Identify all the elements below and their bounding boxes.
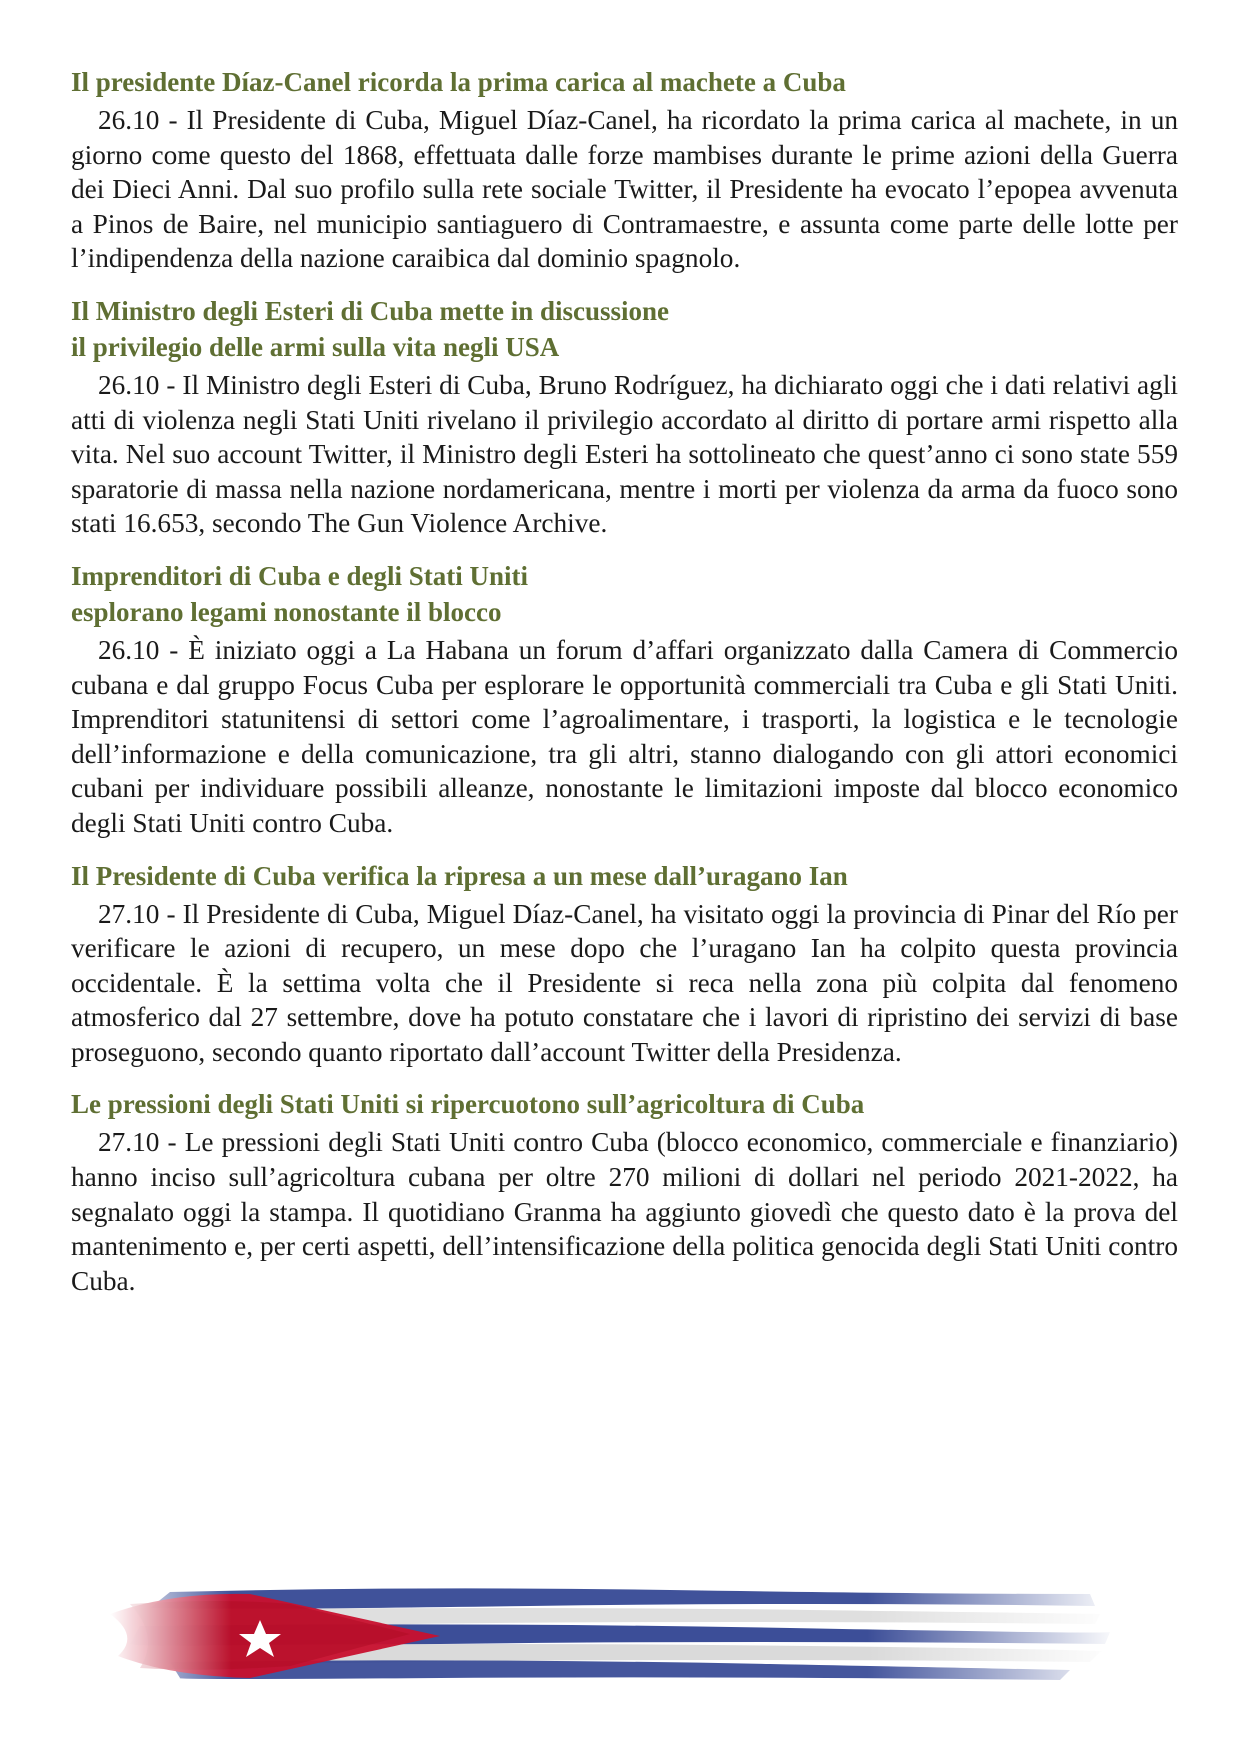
article-headline [71, 64, 1178, 100]
article-headline [71, 858, 1178, 894]
article-body: 27.10 - Il Presidente di Cuba, Miguel Díaz-Canel, ha visitato oggi la provincia di Pinar del Río per verificare le azioni di recupero, un mese dopo che l’uragano Ian ha colpito questa provincia occidentale. È la settima volta che il Presidente si reca nella zona più colpita dal fenomeno atmosferico dal 27 settembre, dove ha potuto constatare che i lavori di ripristino dei servizi di base proseguono, secondo quanto riportato dall’account Twitter della Presidenza. [71, 898, 1178, 1067]
headline-line: Il Presidente di Cuba verifica la ripresa a un mese dall’uragano Ian [71, 860, 848, 891]
article-headline [71, 558, 1178, 630]
headline-line: Il Ministro degli Esteri di Cuba mette in discussione [71, 295, 670, 326]
article-headline [71, 293, 1178, 365]
article-4 [71, 858, 1178, 1070]
headline-line: Imprenditori di Cuba e degli Stati Uniti [71, 560, 529, 591]
article-2 [71, 293, 1178, 541]
article-body: 27.10 - Le pressioni degli Stati Uniti contro Cuba (blocco economico, commerciale e finanziario) hanno inciso sull’agricoltura cubana per oltre 270 milioni di dollari nel periodo 2021-2022, ha segnalato oggi la stampa. Il quotidiano Granma ha aggiunto giovedì che questo dato è la prova del mantenimento e, per certi aspetti, dell’intensificazione della politica genocida degli Stati Uniti contro Cuba. [71, 1127, 1178, 1296]
article-5 [71, 1086, 1178, 1298]
article-body: 26.10 - Il Ministro degli Esteri di Cuba, Bruno Rodríguez, ha dichiarato oggi che i dati relativi agli atti di violenza negli Stati Uniti rivelano il privilegio accordato al diritto di portare armi rispetto alla vita. Nel suo account Twitter, il Ministro degli Esteri ha sottolineato che quest’anno ci sono state 559 sparatorie di massa nella nazione nordamericana, mentre i morti per violenza da arma da fuoco sono stati 16.653, secondo The Gun Violence Archive. [71, 369, 1178, 539]
article-3 [71, 558, 1178, 841]
headline-line: il privilegio delle armi sulla vita negli USA [71, 331, 560, 362]
article-body: 26.10 - Il Presidente di Cuba, Miguel Díaz-Canel, ha ricordato la prima carica al machete, in un giorno come questo del 1868, effettuata dalle forze mambises durante le prime azioni della Guerra dei Dieci Anni. Dal suo profilo sulla rete sociale Twitter, il Presidente ha evocato l’epopea avvenuta a Pinos de Baire, nel municipio santiaguero di Contramaestre, e assunta come parte delle lotte per l’indipendenza della nazione caraibica dal dominio spagnolo. [71, 105, 1178, 274]
headline-line: Il presidente Díaz-Canel ricorda la prima carica al machete a Cuba [71, 67, 846, 97]
news-page [71, 64, 1178, 1315]
headline-line: esplorano legami nonostante il blocco [71, 596, 502, 627]
article-1 [71, 64, 1178, 276]
article-body: 26.10 - È iniziato oggi a La Habana un forum d’affari organizzato dalla Camera di Commercio cubana e dal gruppo Focus Cuba per esplorare le opportunità commerciali tra Cuba e gli Stati Uniti. Imprenditori statunitensi di settori come l’agroalimentare, i trasporti, la logistica e le tecnologie dell’informazione e della comunicazione, tra gli altri, stanno dialogando con gli attori economici cubani per individuare possibili alleanze, nonostante le limitazioni imposte dal blocco economico degli Stati Uniti contro Cuba. [71, 634, 1178, 838]
cuban-flag-icon [110, 1584, 1120, 1684]
article-headline [71, 1086, 1178, 1122]
headline-line: Le pressioni degli Stati Uniti si ripercuotono sull’agricoltura di Cuba [71, 1089, 865, 1120]
